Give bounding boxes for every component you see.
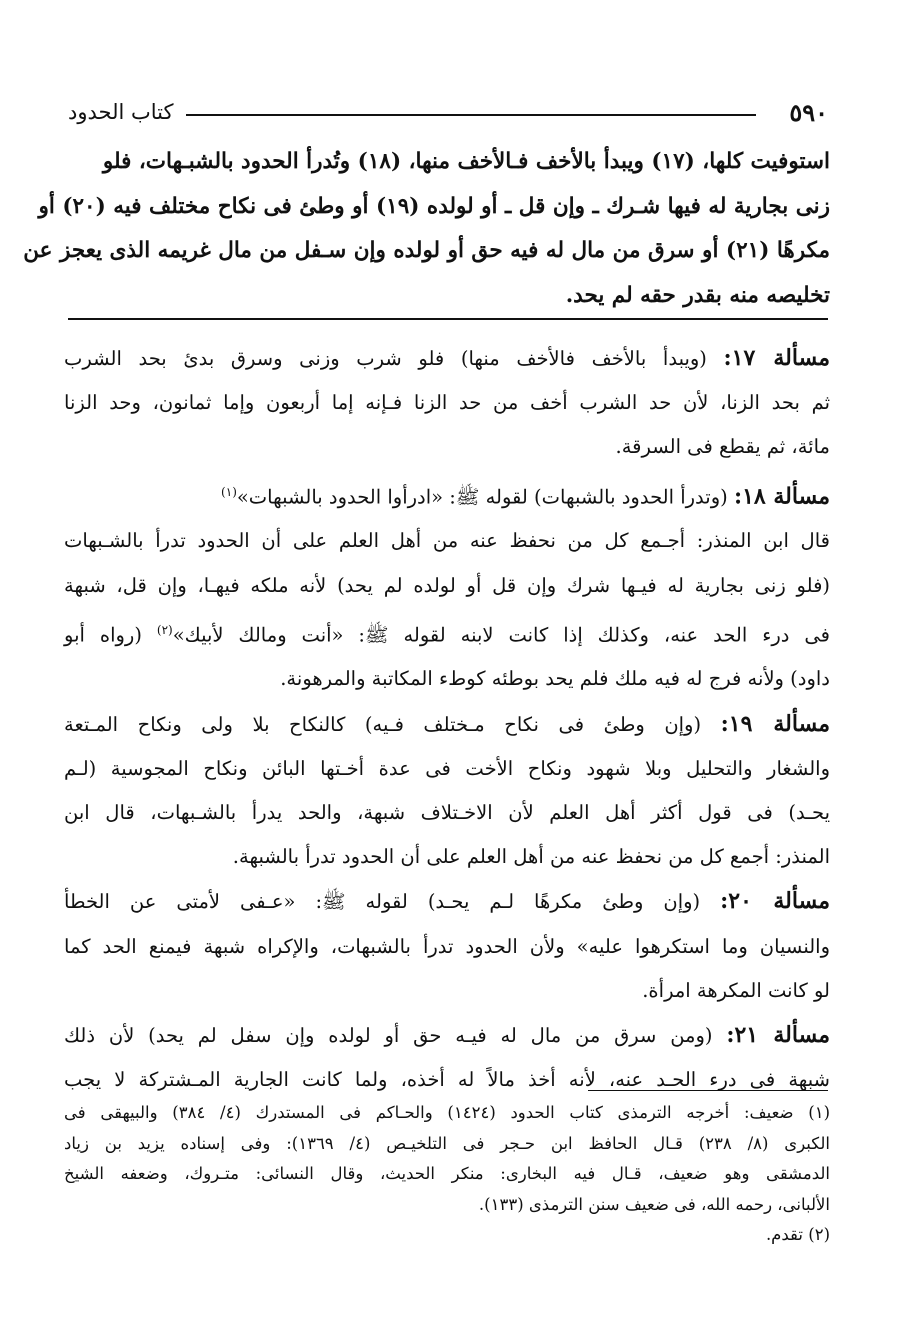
footnote-separator <box>588 1090 828 1091</box>
commentary-line <box>64 336 830 381</box>
commentary-text: (رواه أبو <box>64 623 142 647</box>
matn-line: مكرهًا (٢١) أو سرق من مال له فيه حق أو لولده وإن سـفل من مال غريمه الذى يعجز عن <box>23 238 830 263</box>
masala-17-label: مسألة ١٧: <box>723 345 830 371</box>
commentary-line: داود) ولأنه فرج له فيه ملك فلم يحد بوطئه كوطء المكاتبة والمرهونة. <box>280 667 830 691</box>
page-number: ٥٩٠ <box>789 98 828 127</box>
footnote-line: الدمشقى وهو ضعيف، قـال فيه البخارى: منكر الحديث، وقال النسائى: متـروك، وضعفه الشيخ <box>64 1164 830 1183</box>
commentary-line: المنذر: أجمع كل من نحفظ عنه من أهل العلم على أن الحدود تدرأ بالشبهة. <box>232 845 830 869</box>
commentary-line: (فلو زنى بجارية له فيـها شرك وإن قل أو لولده لم يحد) لأنه ملكه فيهـا، وإن قل، شبهة <box>64 573 830 597</box>
commentary-line: قال ابن المنذر: أجـمع كل من نحفظ عنه من أهل العلم على أن الحدود تدرأ بالشـبهات <box>64 529 830 553</box>
matn-text <box>23 140 830 318</box>
running-title: كتاب الحدود <box>68 100 174 124</box>
commentary-line <box>64 1013 830 1058</box>
commentary-text: (ومن سرق من مال له فيـه حق أو لولده وإن سفل لم يحد) لأن ذلك <box>64 1024 713 1048</box>
matn-line: تخليصه منه بقدر حقه لم يحد. <box>565 282 830 308</box>
matn-line: استوفيت كلها، (١٧) ويبدأ بالأخف فـالأخف منها، (١٨) وتُدرأ الحدود بالشبـهات، فلو <box>102 149 830 174</box>
footnote-line: الكبرى (٨/ ٢٣٨) قـال الحافظ ابن حـجر فى التلخيـص (٤/ ١٣٦٩): وفى إسناده يزيد بن زياد <box>64 1133 831 1153</box>
masala-18-label: مسألة ١٨: <box>733 483 830 510</box>
commentary <box>64 336 830 1102</box>
commentary-line: لو كانت المكرهة امرأة. <box>642 978 830 1002</box>
matn-line: زنى بجارية له فيها شـرك ـ وإن قل ـ أو لولده (١٩) أو وطئ فى نكاح مختلف فيه (٢٠) أو <box>38 193 830 219</box>
footnote-line: (٢) تقدم. <box>765 1225 830 1244</box>
commentary-line: والشغار والتحليل وبلا شهود ونكاح الأخت فى عدة أخـتها البائن ونكاح المجوسية (لـم <box>64 756 830 780</box>
commentary-text: فى درء الحد عنه، وكذلك إذا كانت لابنه لقوله ﷺ: «أنت ومالك لأبيك» <box>172 623 830 647</box>
footnote-line: (١) ضعيف: أخرجه الترمذى كتاب الحدود (١٤٢٤) والحـاكم فى المستدرك (٤/ ٣٨٤) والبيهقى فى <box>64 1103 831 1122</box>
commentary-line: ثم بحد الزنا، لأن حد الشرب أخف من حد الزنا فـإنه إما أربعون وإما ثمانون، وحد الزنا <box>64 391 830 415</box>
commentary-text: (وإن وطئ مكرهًا لـم يحـد) لقوله ﷺ: «عـفى لأمتى عن الخطأ <box>64 890 701 914</box>
commentary-text: (وتدرأ الحدود بالشبهات) لقوله ﷺ: «ادرأوا الحدود بالشبهات» <box>236 485 728 509</box>
footnote-ref-1[interactable]: (١) <box>221 484 237 499</box>
footnote-line: الألبانى، رحمه الله، فى ضعيف سنن الترمذى (١٣٣). <box>478 1194 830 1214</box>
commentary-line <box>64 879 830 924</box>
page-header <box>68 98 828 130</box>
commentary-line: مائة، ثم يقطع فى السرقة. <box>615 435 830 459</box>
masala-20-label: مسألة ٢٠: <box>720 888 831 915</box>
commentary-line <box>64 470 830 520</box>
commentary-text: (ويبدأ بالأخف فالأخف منها) فلو شرب وزنى وسرق بدئ بحد الشرب <box>64 347 707 370</box>
commentary-line <box>64 702 830 747</box>
footnote-ref-2[interactable]: (٢) <box>156 622 173 637</box>
matn-separator <box>68 318 828 320</box>
masala-19-label: مسألة ١٩: <box>720 710 830 737</box>
header-rule <box>186 114 756 116</box>
masala-21-label: مسألة ٢١: <box>726 1022 830 1049</box>
footnotes <box>64 1098 830 1251</box>
commentary-line: يحـد) فى قول أكثر أهل العلم لأن الاخـتلاف شبهة، والحد يدرأ بالشـبهات، قال ابن <box>64 801 830 825</box>
commentary-text: (وإن وطئ فى نكاح مـختلف فـيه) كالنكاح بلا ولى ونكاح المـتعة <box>64 712 702 736</box>
commentary-line: والنسيان وما استكرهوا عليه» ولأن الحدود تدرأ بالشبهات، والإكراه شبهة فيمنع الحد كما <box>64 934 830 958</box>
commentary-line: شبهة فى درء الحـد عنه، لأنه أخذ مالاً له أخذه، ولما كانت الجارية المـشتركة لا يجب <box>64 1068 830 1092</box>
commentary-line <box>64 608 830 658</box>
